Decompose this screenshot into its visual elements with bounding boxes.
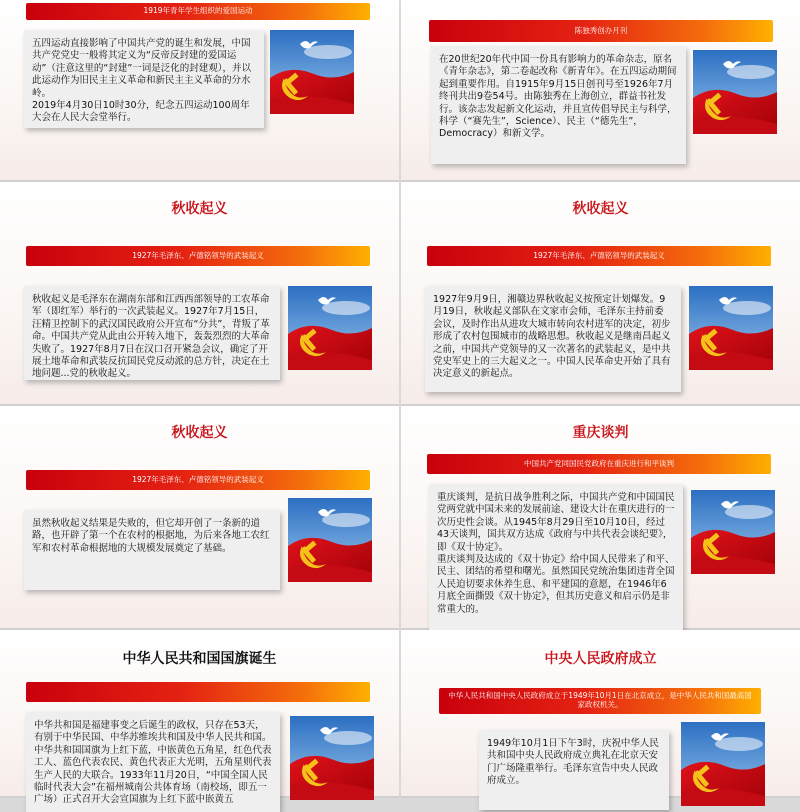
party-emblem-image [681,722,765,806]
slide-content-card [425,286,681,392]
slide-banner: 1927年毛泽东、卢德铭领导的武装起义 [26,470,370,490]
slide-content-card [26,712,280,812]
slide-4[interactable] [401,182,800,406]
slide-banner: 1927年毛泽东、卢德铭领导的武装起义 [427,246,771,266]
slide-title: 秋收起义 [171,425,228,441]
slide-body-text: 五四运动直接影响了中国共产党的诞生和发展，中国共产党党史一般将其定义为“反帝反封建的爱国运动”（注意这里的“封建”一词是泛化的封建观），并以此运动作为旧民主主义革命和新民主主义革命的分水岭。 2019年4月30日10时30分，纪念五四运动100周年大会在人民大会堂举行。 [32,38,252,124]
party-emblem-image [270,30,354,114]
slide-title: 重庆谈判 [572,425,629,441]
slide-banner: 中华人民共和国中央人民政府成立于1949年10月1日在北京成立，是中华人民共和国最高国家政权机关。 [439,688,761,714]
slide-content-card [479,730,669,810]
slide-content-card [24,510,280,590]
slide-content-card [431,46,686,164]
slide-body-text: 中华共和国是福建事变之后诞生的政权，只存在53天，有别于中华民国、中华苏维埃共和国及中华人民共和国。中华共和国国旗为上红下蓝，中嵌黄色五角星，红色代表工人、蓝色代表农民、黄色代表正大光明，五角星则代表生产人民的大联合。1933年11月20日，“中国全国人民临时代表大会”在福州城南公共体育场（南校场，即五一广场）正式召开大会宣国旗为上红下蓝中嵌黄五 [34,720,272,806]
party-emblem-image [689,286,773,370]
slide-content-card [429,484,683,630]
slide-7[interactable] [0,630,399,806]
slide-body-text: 在20世纪20年代中国一份具有影响力的革命杂志，原名《青年杂志》，第二卷起改称《新青年》。在五四运动期间起到重要作用。自1915年9月15日创刊号至1926年7月终刊共出9卷54号。由陈独秀在上海创立，群益书社发行。该杂志发起新文化运动，并且宣传倡导民主与科学，科学（“赛先生”，Science）、民主（“德先生”，Democracy）和新文学。 [439,54,677,140]
slide-content-card [24,286,280,380]
party-emblem-image [290,716,374,800]
slide-6[interactable] [401,406,800,630]
slide-2[interactable] [401,0,800,182]
party-emblem-image [691,490,775,574]
slide-body-text: 1927年9月9日，湘赣边界秋收起义按预定计划爆发。9月19日，秋收起义部队在文家市会师，毛泽东主持前委会议，及时作出从进攻大城市转向农村进军的决定，初步形成了农村包围城市的战略思想。秋收起义是继南昌起义之前，中国共产党领导的又一次著名的武装起义，是中共党史军史上的三大起义之一。中国人民革命史开始了具有决定意义的新起点。 [433,294,671,380]
slide-title: 秋收起义 [171,201,228,217]
slide-banner: 1927年毛泽东、卢德铭领导的武装起义 [26,246,370,266]
slide-title: 中央人民政府成立 [544,651,657,667]
slide-3[interactable] [0,182,399,406]
slide-body-text: 虽然秋收起义结果是失败的，但它却开创了一条新的道路，也开辟了第一个在农村的根据地，为后来各地工农红军和农村革命根据地的大规模发展奠定了基础。 [32,518,270,554]
slide-banner: 中国共产党同国民党政府在重庆进行和平谈判 [427,454,771,474]
slide-body-text: 秋收起义是毛泽东在湖南东部和江西西部领导的工农革命军（即红军）举行的一次武装起义。1927年7月15日，汪精卫控制下的武汉国民政府公开宣布“分共”，背叛了革命。中国共产党从此由公开转入地下，轰轰烈烈的大革命失败了。1927年8月7日在汉口召开紧急会议，确定了开展土地革命和武装反抗国民党反动派的总方针，决定在土地问题...党的秋收起义。 [32,294,270,380]
slide-banner: 陈独秀创办月刊 [429,20,773,42]
party-emblem-image [693,50,777,134]
slide-content-card [24,30,264,128]
slide-8[interactable] [401,630,800,798]
slide-body-text: 重庆谈判，是抗日战争胜利之际，中国共产党和中国国民党两党就中国未来的发展前途、建设大计在重庆进行的一次历史性会谈。从1945年8月29日至10月10日，经过43天谈判，国共双方达成《政府与中共代表会谈纪要》，即《双十协定》。 重庆谈判及达成的《双十协定》给中国人民带来了和平、民主、团结的希望和曙光。虽然国民党统治集团违背全国人民迫切要求休养生息、和平建国的意愿，在1946年6月底全面撕毁《双十协定》，但其历史意义和启示仍是非常重大的。 [437,492,675,615]
party-emblem-image [288,498,372,582]
slide-title: 中华人民共和国国旗诞生 [122,651,277,667]
party-emblem-image [288,286,372,370]
slide-1[interactable] [0,0,399,182]
slide-5[interactable] [0,406,399,630]
slide-banner: 1919年青年学生组织的爱国运动 [26,3,370,20]
slide-title: 秋收起义 [572,201,629,217]
slide-body-text: 1949年10月1日下午3时，庆祝中华人民共和国中央人民政府成立典礼在北京天安门广场隆重举行。毛泽东宣告中央人民政府成立。 [487,738,659,787]
slide-banner [26,682,370,702]
